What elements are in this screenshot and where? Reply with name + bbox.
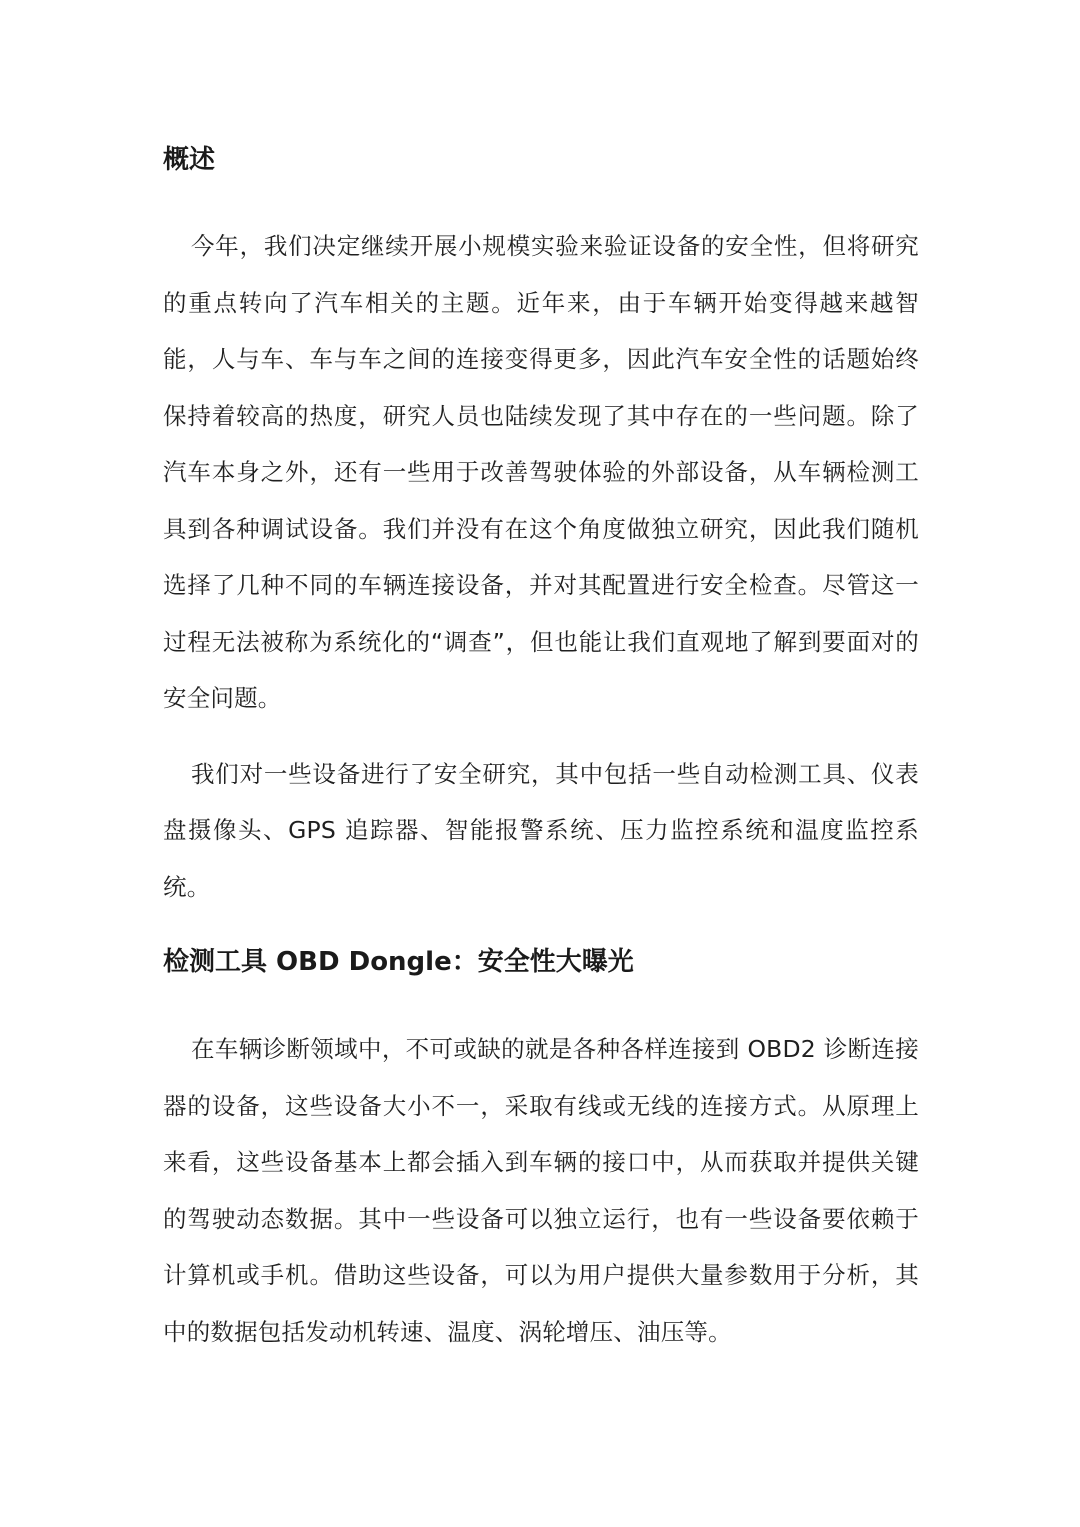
article-body: [163, 140, 919, 1360]
obd-dongle-paragraph-1: 在车辆诊断领域中，不可或缺的就是各种各样连接到 OBD2 诊断连接器的设备，这些设备大小不一，采取有线或无线的连接方式。从原理上来看，这些设备基本上都会插入到车辆的接口中，从而获取并提供关键的驾驶动态数据。其中一些设备可以独立运行，也有一些设备要依赖于计算机或手机。借助这些设备，可以为用户提供大量参数用于分析，其中的数据包括发动机转速、温度、涡轮增压、油压等。: [163, 1035, 919, 1346]
section-heading-obd-dongle: 检测工具 OBD Dongle：安全性大曝光: [163, 947, 634, 977]
overview-paragraph-2: 我们对一些设备进行了安全研究，其中包括一些自动检测工具、仪表盘摄像头、GPS 追踪器、智能报警系统、压力监控系统和温度监控系统。: [163, 759, 919, 901]
section-heading-overview: 概述: [163, 145, 216, 175]
overview-paragraph-1: 今年，我们决定继续开展小规模实验来验证设备的安全性，但将研究的重点转向了汽车相关的主题。近年来，由于车辆开始变得越来越智能，人与车、车与车之间的连接变得更多，因此汽车安全性的话题始终保持着较高的热度，研究人员也陆续发现了其中存在的一些问题。除了汽车本身之外，还有一些用于改善驾驶体验的外部设备，从车辆检测工具到各种调试设备。我们并没有在这个角度做独立研究，因此我们随机选择了几种不同的车辆连接设备，并对其配置进行安全检查。尽管这一过程无法被称为系统化的“调查”，但也能让我们直观地了解到要面对的安全问题。: [163, 232, 919, 712]
